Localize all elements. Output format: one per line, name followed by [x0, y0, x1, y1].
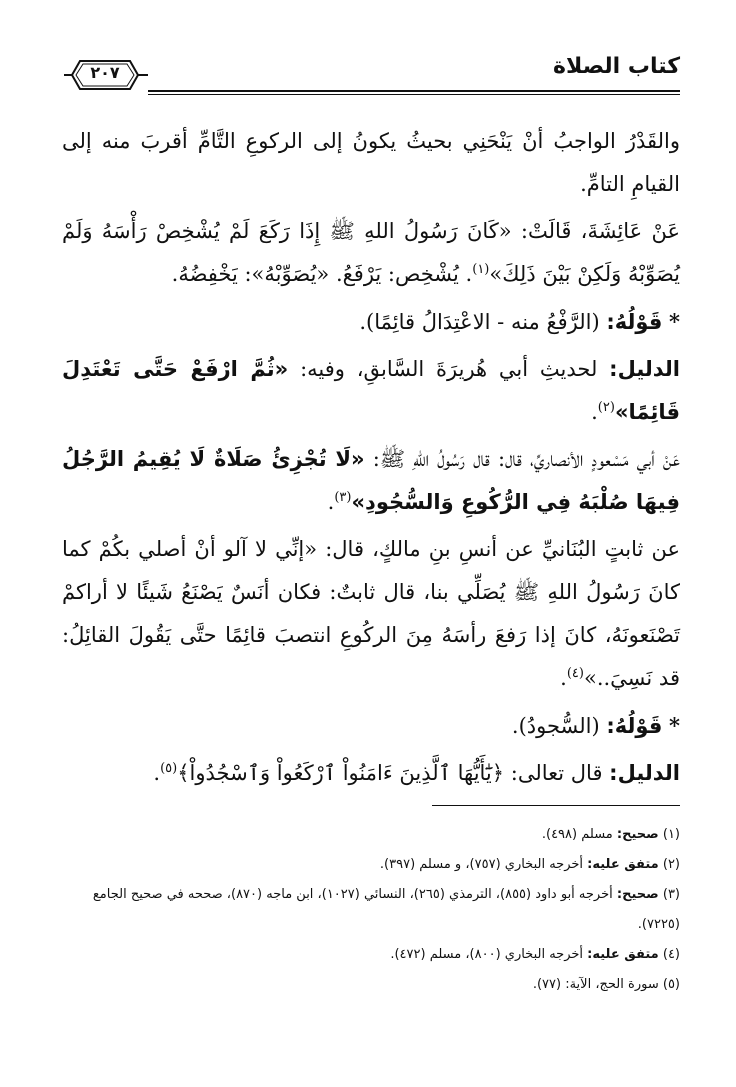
paragraph-7 — [62, 704, 680, 748]
footnote-ref-2[interactable]: (٢) — [597, 400, 615, 415]
header-rule — [148, 90, 680, 92]
narration-intro: عَنْ أبي مَسْعودٍ الأنصاريِّ، قال: قال رَسُولُ اللهِ ﷺ: — [372, 447, 680, 471]
footnote-item: (١) صحيح: مسلم (٤٩٨). — [541, 827, 680, 842]
footnote-item: (٣) صحيح: أخرجه أبو داود (٨٥٥)، الترمذي (٢٦٥)، النسائي (١٠٢٧)، ابن ماجه (٨٧٠)، صححه في صحيح الجامع (٧٢٢٥). — [92, 887, 680, 932]
footnote-item: (٤) متفق عليه: أخرجه البخاري (٨٠٠)، مسلم (٤٧٢). — [390, 947, 680, 962]
hadith-aisha: عَنْ عَائِشَةَ، قَالَتْ: «كَانَ رَسُولُ اللهِ ﷺ إِذَا رَكَعَ لَمْ يُشْخِصْ رَأْسَهُ وَلَمْ يُصَوِّبْهُ وَلَكِنْ بَيْنَ ذَلِكَ» — [62, 219, 680, 286]
star-marker: * — [669, 713, 680, 738]
page-number: ٢٠٧ — [90, 63, 120, 82]
section-topic: (الرَّفْعُ منه - الاعْتِدَالُ قائِمًا). — [359, 310, 600, 334]
quran-verse: قال تعالى: ﴿يَٰٓأَيُّهَا ٱلَّذِينَ ءَامَنُواْ ٱرْكَعُواْ وَٱسْجُدُواْ﴾ — [177, 761, 603, 785]
footnote-item: (٥) سورة الحج، الآية: (٧٧). — [532, 977, 680, 992]
evidence-text: لحديثِ أبي هُريرَةَ السَّابقِ، وفيه: — [300, 357, 598, 381]
footnotes — [62, 820, 680, 1000]
paragraph-4: الدليل: لحديثِ أبي هُريرَةَ السَّابقِ، وفيه: «ثُمَّ ارْفَعْ حَتَّى تَعْتَدِلَ قَائِمًا»$^{(٢)}$. — [62, 357, 680, 424]
hadith-quote: «ثُمَّ ارْفَعْ حَتَّى تَعْتَدِلَ قَائِمًا» — [62, 357, 680, 424]
header-rule-thin — [148, 94, 680, 95]
paragraph-5: عَنْ أبي مَسْعودٍ الأنصاريِّ، قال: قال رَسُولُ اللهِ ﷺ: «لَا تُجْزِئُ صَلَاةٌ لَا يُقِيمُ الرَّجُلُ فِيهَا صُلْبَهُ فِي الرُّكُوعِ وَالسُّجُودِ»$^{(٣)}$. — [62, 447, 680, 514]
paragraph-6: عن ثابتٍ البُنَانيِّ عن أنسِ بنِ مالكٍ، قال: «إنِّي لا آلو أنْ أصلي بكُمْ كما كانَ رَسُولُ اللهِ ﷺ يُصَلِّي بنا، قال ثابتٌ: فكان أنَسٌ يَصْنَعُ شَيئًا لا أراكمْ تَصْنَعونَهُ، كانَ إذا رَفعَ رأسَهُ مِنَ الركُوعِ انتصبَ قائِمًا حتَّى يَقُولَ القائِلُ: قد نَسِيَ..»$^{(٤)}$. — [62, 537, 680, 690]
footnote-ref-4[interactable]: (٤) — [566, 666, 584, 681]
paragraph-8: الدليل: قال تعالى: ﴿يَٰٓأَيُّهَا ٱلَّذِينَ ءَامَنُواْ ٱرْكَعُواْ وَٱسْجُدُواْ﴾$^{(٥)}$. — [153, 761, 680, 785]
hadith-quote: «لَا تُجْزِئُ صَلَاةٌ لَا يُقِيمُ الرَّجُلُ فِيهَا صُلْبَهُ فِي الرُّكُوعِ وَالسُّجُودِ» — [62, 447, 680, 514]
chapter-title: كتاب الصلاة — [553, 54, 680, 79]
footnote-separator — [432, 805, 680, 806]
footnote-ref-1[interactable]: (١) — [472, 262, 490, 277]
qawluhu-label: قَوْلُهُ: — [606, 714, 663, 738]
footnote-item: (٢) متفق عليه: أخرجه البخاري (٧٥٧)، و مسلم (٣٩٧). — [379, 857, 680, 872]
paragraph-2 — [62, 210, 680, 296]
page-header — [62, 50, 680, 102]
footnote-ref-3[interactable]: (٣) — [334, 490, 352, 505]
qawluhu-label: قَوْلُهُ: — [606, 310, 663, 334]
evidence-label: الدليل: — [609, 761, 680, 785]
section-topic: (السُّجودُ). — [511, 714, 600, 738]
paragraph-3 — [62, 300, 680, 344]
main-text — [62, 120, 680, 795]
footnote-ref-5[interactable]: (٥) — [160, 761, 178, 776]
word-explanation: . يُشْخِص: يَرْفَعُ. «يُصَوِّبْهُ»: يَخْفِضُهُ. — [171, 262, 473, 286]
hadith-anas: عن ثابتٍ البُنَانيِّ عن أنسِ بنِ مالكٍ، قال: «إنِّي لا آلو أنْ أصلي بكُمْ كما كانَ رَسُولُ اللهِ ﷺ يُصَلِّي بنا، قال ثابتٌ: فكان أنَسٌ يَصْنَعُ شَيئًا لا أراكمْ تَصْنَعونَهُ، كانَ إذا رَفعَ رأسَهُ مِنَ الركُوعِ انتصبَ قائِمًا حتَّى يَقُولَ القائِلُ: قد نَسِيَ..» — [62, 537, 680, 690]
evidence-label: الدليل: — [609, 357, 680, 381]
star-marker: * — [669, 309, 680, 334]
paragraph-1: والقَدْرُ الواجبُ أنْ يَنْحَنِي بحيثُ يكونُ إلى الركوعِ التَّامِّ أقربَ منه إلى القيامِ التامِّ. — [62, 129, 680, 196]
page-number-frame — [62, 58, 148, 92]
